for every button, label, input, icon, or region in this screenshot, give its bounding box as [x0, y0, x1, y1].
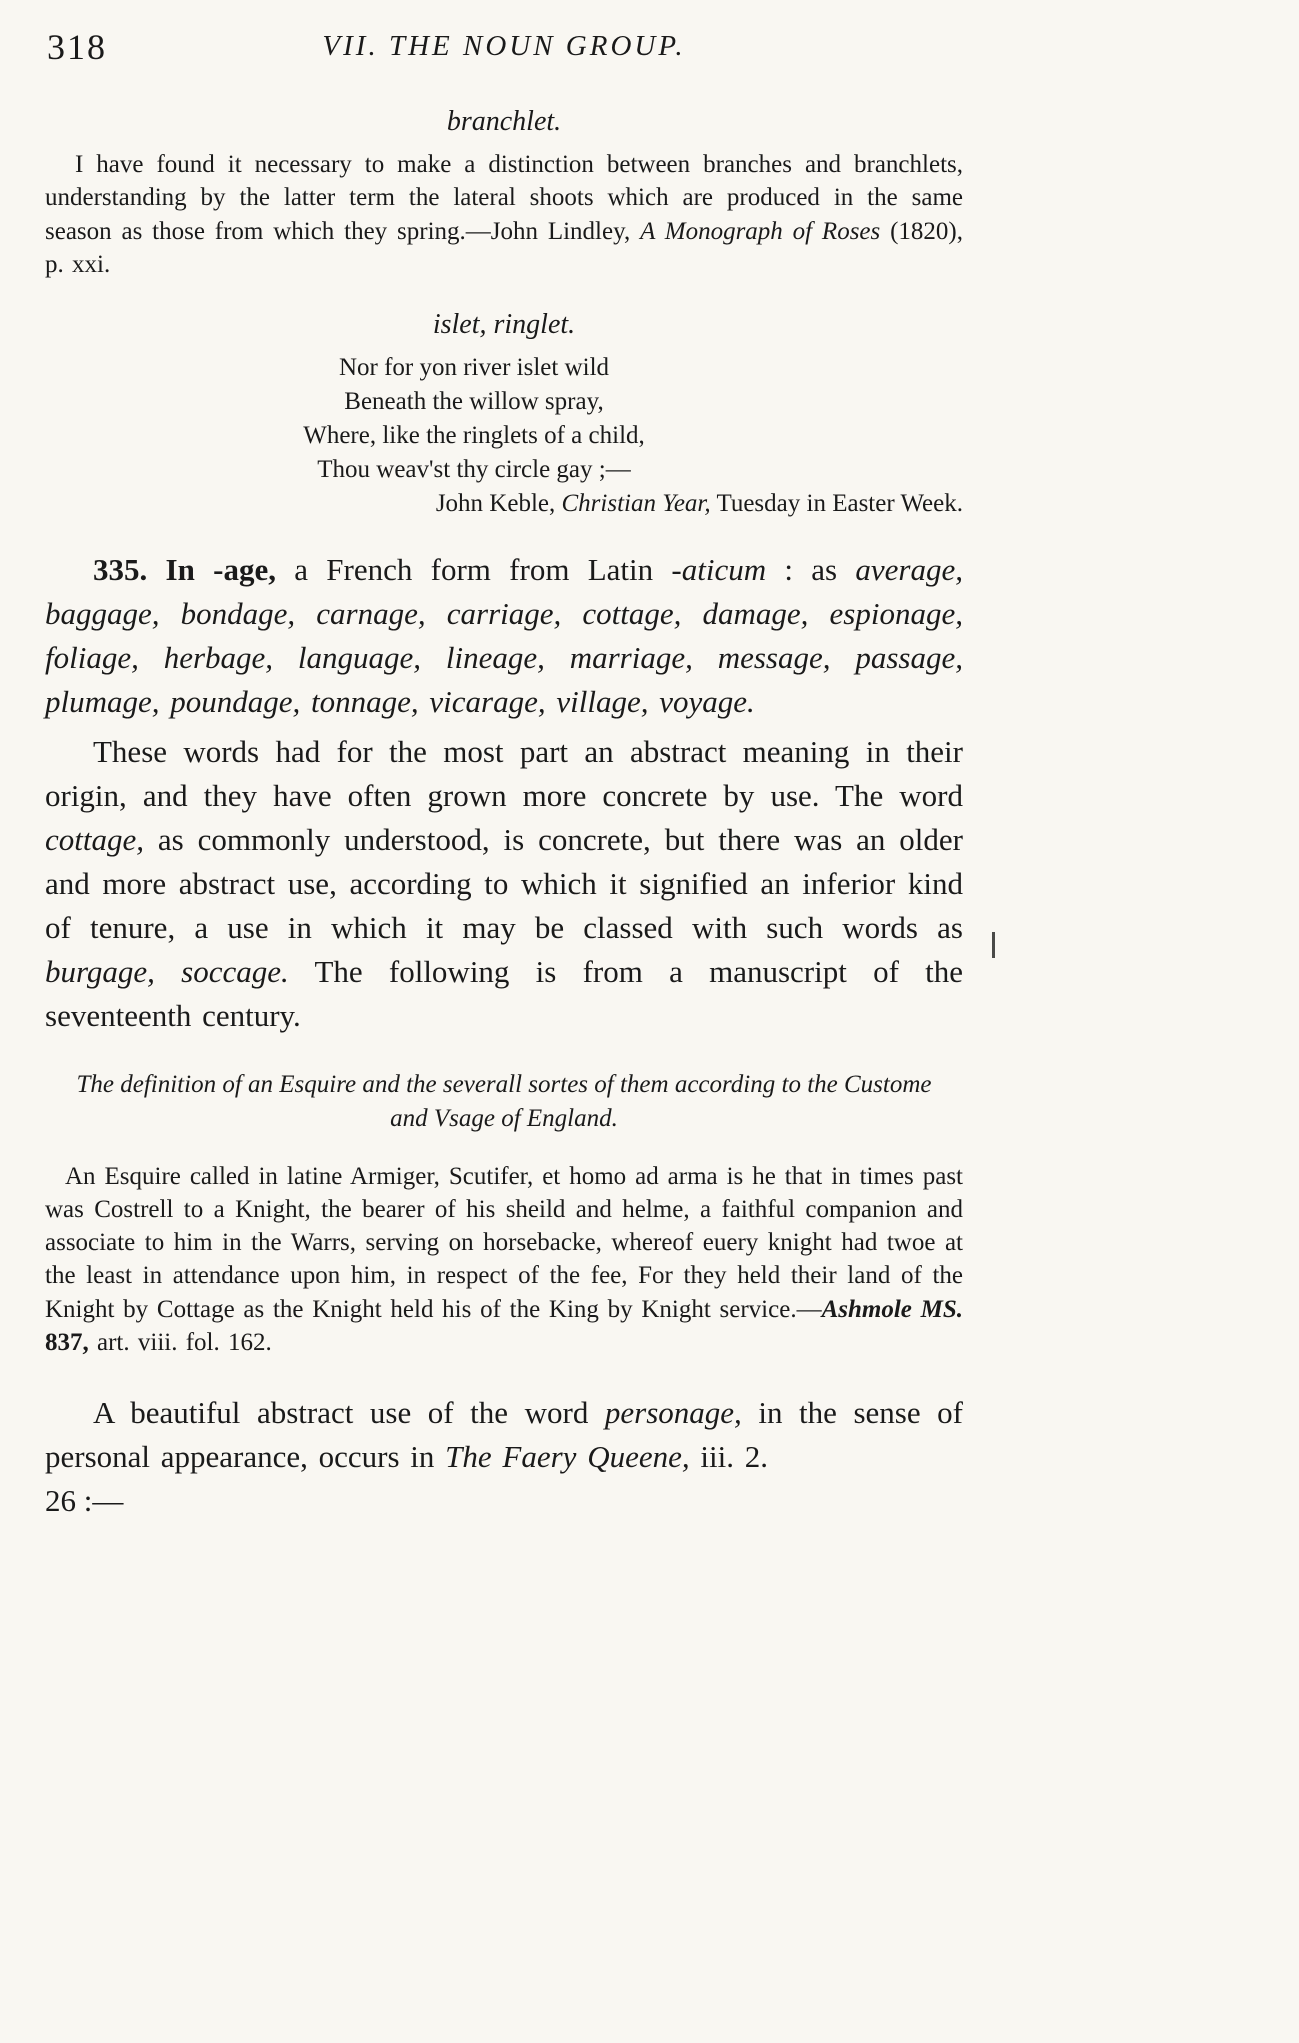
paragraph-personage: A beautiful abstract use of the word personage, in the sense of personal appearance, occurs in The Faery Queene, iii. 2. — [45, 1395, 963, 1475]
quote-lindley: I have found it necessary to make a distinction between branches and branchlets, understanding by the latter term the lateral shoots which are produced in the same season as those from which they spring.—John Lindley, A Monograph of Roses (1820), p. xxi. — [45, 151, 963, 278]
verse-line: Thou weav'st thy circle gay ;— — [317, 456, 631, 483]
section-heading-branchlet: branchlet. — [446, 106, 562, 137]
quote-ashmole: An Esquire called in latine Armiger, Scutifer, et homo ad arma is he that in times past was Costrell to a Knight, the bearer of his sheild and helme, a faithful companion and associate to him in the Warrs, serving on horsebacke, whereof euery knight had twoe at the least in attendance upon him, in respect of the fee, For they held their land of the Knight by Cottage as the Knight held his of the King by Knight service.—Ashmole MS. 837, art. viii. fol. 162. — [45, 1162, 963, 1356]
closing-line: 26 :— — [45, 1483, 124, 1519]
book-page — [45, 22, 963, 1519]
running-title: VII. THE NOUN GROUP. — [322, 30, 686, 62]
paragraph-335-age: 335. In -age, a French form from Latin -aticum : as average, baggage, bondage, carnage, carriage, cottage, damage, espionage, foliage, herbage, language, lineage, marriage, message, passage, plumage, poundage, tonnage, vicarage, village, voyage. — [45, 552, 963, 720]
page-number: 318 — [47, 27, 107, 67]
verse-keble — [45, 351, 903, 487]
verse-line: Nor for yon river islet wild — [338, 354, 610, 381]
page-header — [45, 22, 963, 78]
scan-artifact — [992, 932, 995, 958]
definition-title: The definition of an Esquire and the severall sortes of them according to the Custome and Vsage of England. — [76, 1071, 932, 1132]
verse-line: Beneath the willow spray, — [344, 388, 604, 415]
section-heading-islet-ringlet: islet, ringlet. — [432, 309, 576, 340]
verse-attribution: John Keble, Christian Year, Tuesday in Easter Week. — [435, 490, 963, 517]
verse-line: Where, like the ringlets of a child, — [303, 422, 645, 449]
paragraph-abstract-meaning: These words had for the most part an abstract meaning in their origin, and they have often grown more concrete by use. The word cottage, as commonly understood, is concrete, but there was an older and more abstract use, according to which it signified an inferior kind of tenure, a use in which it may be classed with such words as burgage, soccage. The following is from a manuscript of the seventeenth century. — [45, 734, 964, 1034]
